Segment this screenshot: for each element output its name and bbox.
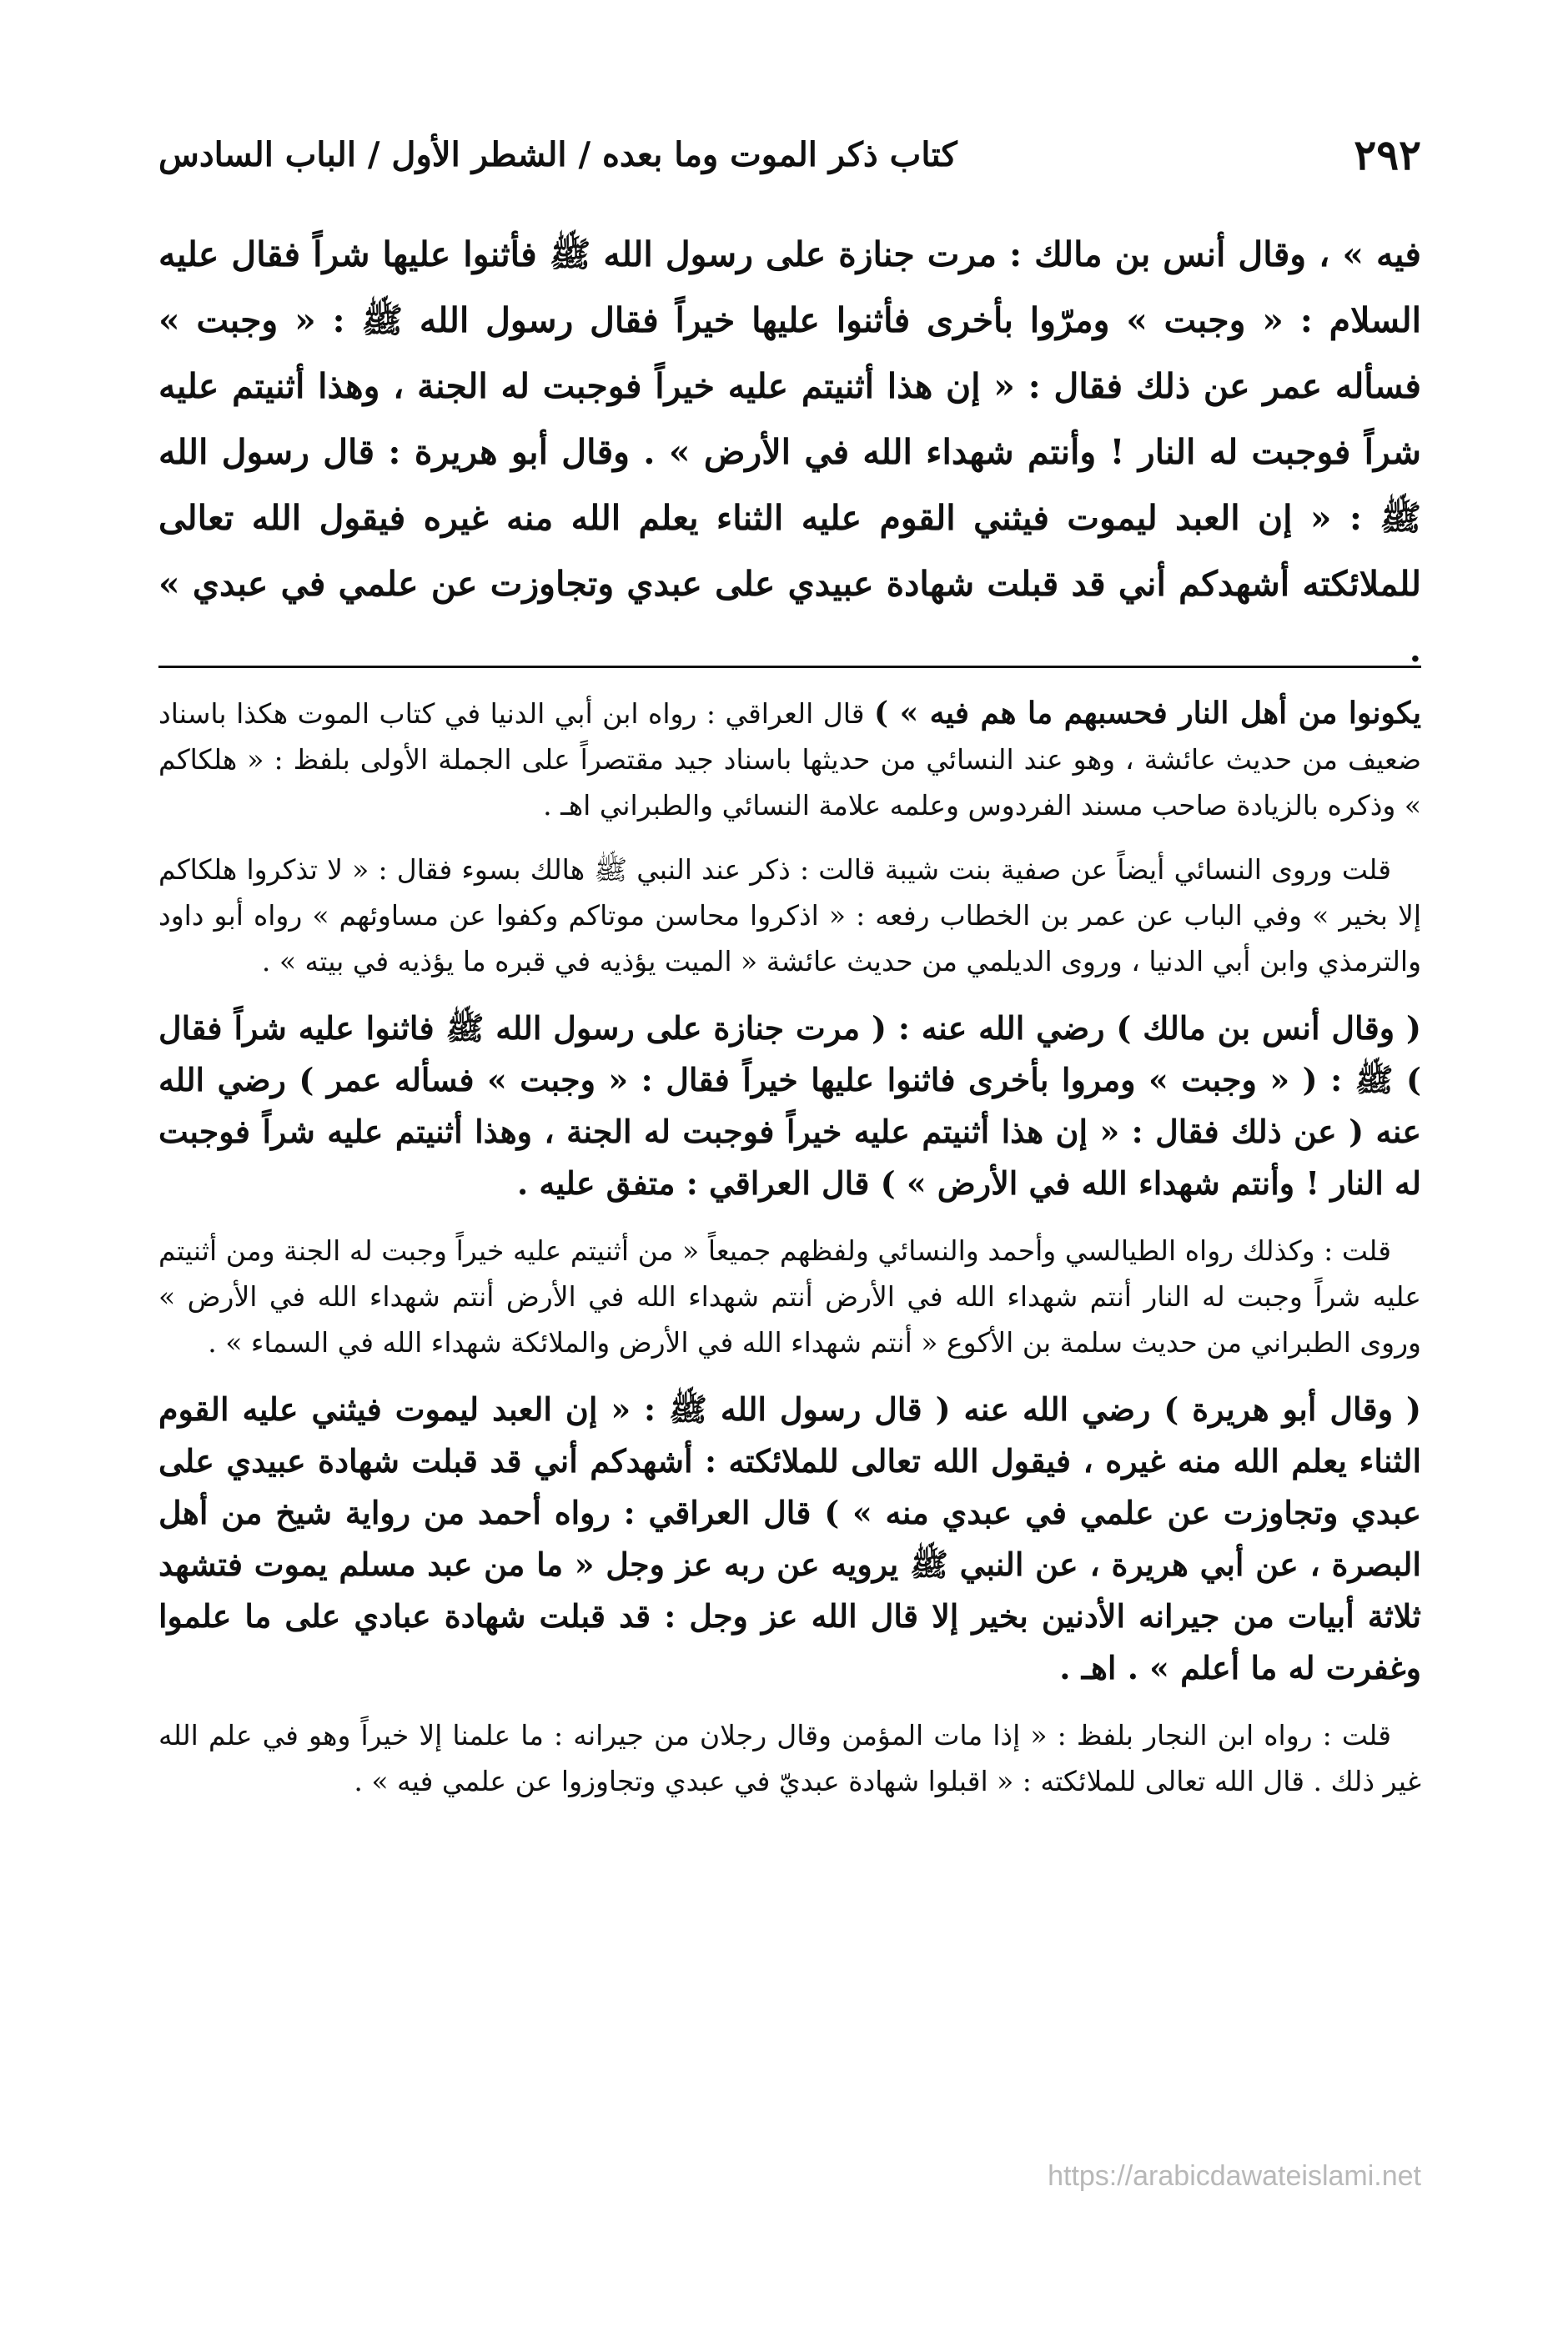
commentary-paragraph-4: قلت : وكذلك رواه الطيالسي وأحمد والنسائي ولفظهم جميعاً « من أثنيتم عليه خيراً وجبت له الجنة ومن أثنيتم عليه شراً وجبت له النار أنتم شهداء الله في الأرض أنتم شهداء الله في الأرض أنتم شهداء الله في الأرض » وروى الطبراني من حديث سلمة بن الأكوع « أنتم شهداء الله في الأرض والملائكة شهداء الله في السماء » . xyxy=(158,1234,1421,1359)
commentary-section xyxy=(158,691,1421,1822)
commentary-paragraph-6: قلت : رواه ابن النجار بلفظ : « إذا مات المؤمن وقال رجلان من جيرانه : ما علمنا إلا خيراً وهو في علم الله غير ذلك . قال الله تعالى للملائكته : « اقبلوا شهادة عبديّ في عبدي وتجاوزوا عن علمي فيه » . xyxy=(158,1719,1421,1797)
commentary-paragraph-3: ( وقال أنس بن مالك ) رضي الله عنه : ( مرت جنازة على رسول الله ﷺ فاثنوا عليه شراً فقال ) ﷺ : ( « وجبت » ومروا بأخرى فاثنوا عليها خيراً فقال : « وجبت » فسأله عمر ) رضي الله عنه ( عن ذلك فقال : « إن هذا أثنيتم عليه خيراً فوجبت له الجنة ، وهذا أثنيتم عليه شراً فوجبت له النار ! وأنتم شهداء الله في الأرض » ) قال العراقي : متفق عليه . xyxy=(158,1009,1421,1202)
watermark-url: https://arabicdawateislami.net xyxy=(1048,2160,1421,2192)
running-title: كتاب ذكر الموت وما بعده / الشطر الأول / الباب السادس xyxy=(158,134,957,174)
main-text: فيه » ، وقال أنس بن مالك : مرت جنازة على رسول الله ﷺ فأثنوا عليها شراً فقال عليه السلام : « وجبت » ومرّوا بأخرى فأثنوا عليها خيراً فقال رسول الله ﷺ : « وجبت » فسأله عمر عن ذلك فقال : « إن هذا أثنيتم عليه خيراً فوجبت له الجنة ، وهذا أثنيتم عليه شراً فوجبت له النار ! وأنتم شهداء الله في الأرض » . وقال أبو هريرة : قال رسول الله ﷺ : « إن العبد ليموت فيثني القوم عليه الثناء يعلم الله منه غيره فيقول الله تعالى للملائكته أشهدكم أني قد قبلت شهادة عبيدي على عبدي وتجاوزت عن علمي في عبدي » . xyxy=(158,234,1421,670)
commentary-paragraph-2: قلت وروى النسائي أيضاً عن صفية بنت شيبة قالت : ذكر عند النبي ﷺ هالك بسوء فقال : « لا تذكروا هلكاكم إلا بخير » وفي الباب عن عمر بن الخطاب رفعه : « اذكروا محاسن موتاكم وكفوا عن مساوئهم » رواه أبو داود والترمذي وابن أبي الدنيا ، وروى الديلمي من حديث عائشة « الميت يؤذيه في قبره ما يؤذيه في بيته » . xyxy=(158,853,1421,978)
commentary-text: قال العراقي : رواه ابن أبي الدنيا في كتاب الموت هكذا باسناد ضعيف من حديث عائشة ، وهو عند النسائي من حديثها باسناد جيد مقتصراً على الجملة الأولى بلفظ : « هلكاكم » وذكره بالزيادة صاحب مسند الفردوس وعلمه علامة النسائي والطبراني اهـ . xyxy=(158,697,1421,822)
commentary-paragraph-5: ( وقال أبو هريرة ) رضي الله عنه ( قال رسول الله ﷺ : « إن العبد ليموت فيثني عليه القوم الثناء يعلم الله منه غيره ، فيقول الله تعالى للملائكته : أشهدكم أني قد قبلت شهادة عبيدي على عبدي وتجاوزت عن علمي في عبدي منه » ) قال العراقي : رواه أحمد من رواية شيخ من أهل البصرة ، عن أبي هريرة ، عن النبي ﷺ يرويه عن ربه عز وجل « ما من عبد مسلم يموت فتشهد ثلاثة أبيات من جيرانه الأدنين بخير إلا قال الله عز وجل : قد قبلت شهادة عبادي على ما علموا وغفرت له ما أعلم » . اهـ . xyxy=(158,1390,1421,1686)
page-header xyxy=(158,117,1421,192)
commentary-lemma: يكونوا من أهل النار فحسبهم ما هم فيه » ) xyxy=(874,696,1422,731)
commentary-paragraph-1 xyxy=(158,691,1421,828)
page-number: ٢٩٢ xyxy=(1354,129,1421,179)
footnote-divider xyxy=(158,666,1421,668)
